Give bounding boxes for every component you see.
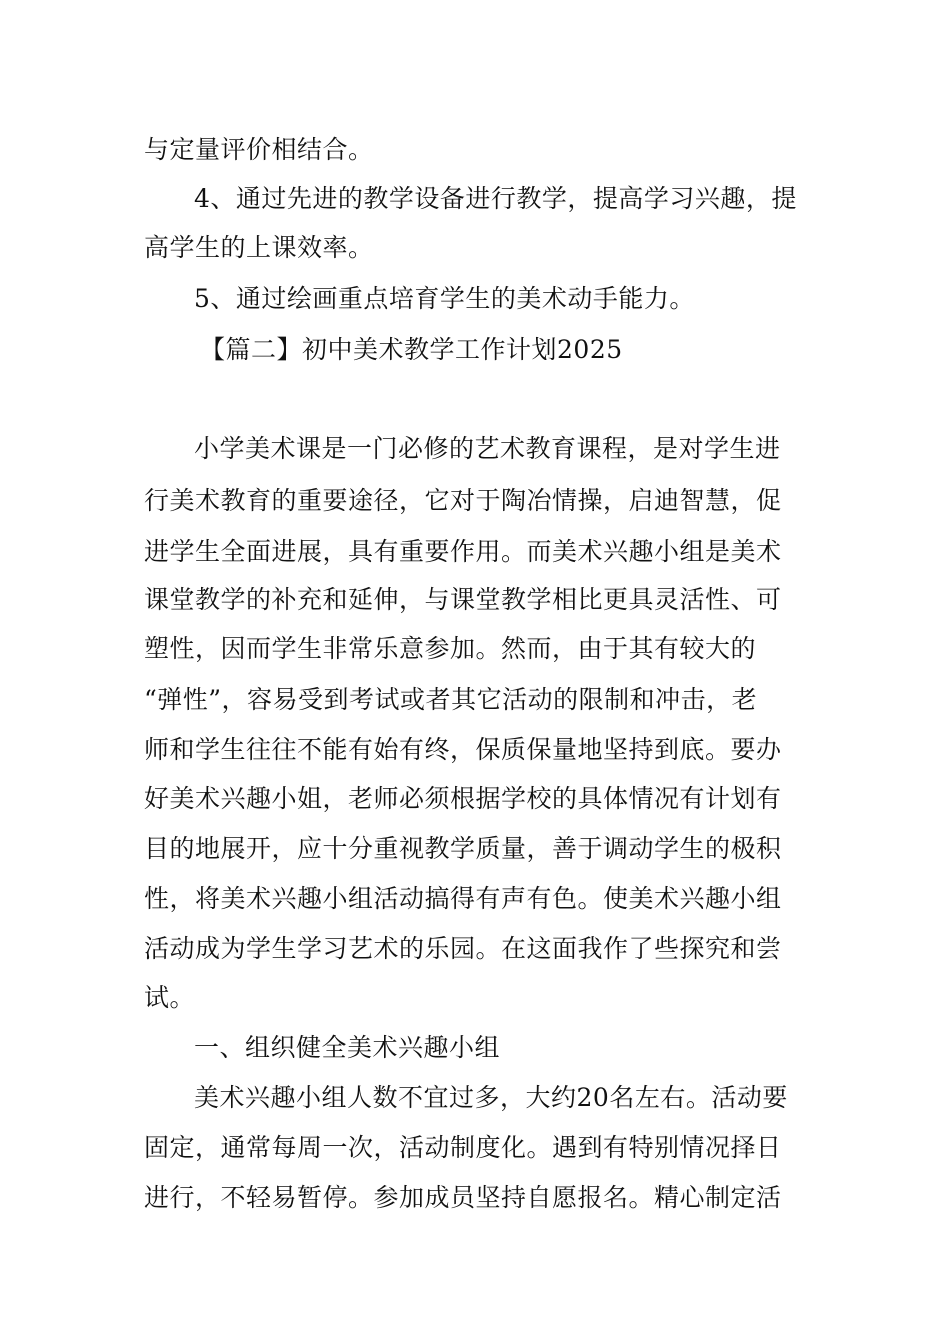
text-line: 行美术教育的重要途径，它对于陶冶情操，启迪智慧，促 — [144, 486, 782, 515]
text-line: 师和学生往往不能有始有终，保质保量地坚持到底。要办 — [144, 735, 782, 764]
text-line: 4、通过先进的教学设备进行教学，提高学习兴趣，提 — [194, 184, 797, 213]
text-line: 好美术兴趣小姐，老师必须根据学校的具体情况有计划有 — [144, 784, 782, 813]
text-line: 性，将美术兴趣小组活动搞得有声有色。使美术兴趣小组 — [144, 884, 782, 913]
section-heading: 【篇二】初中美术教学工作计划2025 — [200, 335, 623, 364]
text-line: 小学美术课是一门必修的艺术教育课程，是对学生进 — [194, 434, 781, 463]
text-line: 活动成为学生学习艺术的乐园。在这面我作了些探究和尝 — [144, 934, 782, 963]
text-line: 目的地展开，应十分重视教学质量，善于调动学生的极积 — [144, 834, 782, 863]
text-line: “弹性”，容易受到考试或者其它活动的限制和冲击，老 — [144, 685, 758, 714]
text-line: 试。 — [144, 983, 196, 1012]
text-line: 5、通过绘画重点培育学生的美术动手能力。 — [194, 284, 695, 313]
text-line: 进行，不轻易暂停。参加成员坚持自愿报名。精心制定活 — [144, 1183, 782, 1212]
text-line: 塑性，因而学生非常乐意参加。然而，由于其有较大的 — [144, 634, 757, 663]
text-line: 进学生全面进展，具有重要作用。而美术兴趣小组是美术 — [144, 537, 782, 566]
subsection-heading: 一、组织健全美术兴趣小组 — [194, 1033, 501, 1062]
text-line: 固定，通常每周一次，活动制度化。遇到有特别情况择日 — [144, 1133, 782, 1162]
text-line: 课堂教学的补充和延伸，与课堂教学相比更具灵活性、可 — [144, 585, 782, 614]
text-line: 高学生的上课效率。 — [144, 233, 374, 262]
text-line: 与定量评价相结合。 — [144, 135, 374, 164]
text-line: 美术兴趣小组人数不宜过多，大约20名左右。活动要 — [194, 1083, 788, 1112]
